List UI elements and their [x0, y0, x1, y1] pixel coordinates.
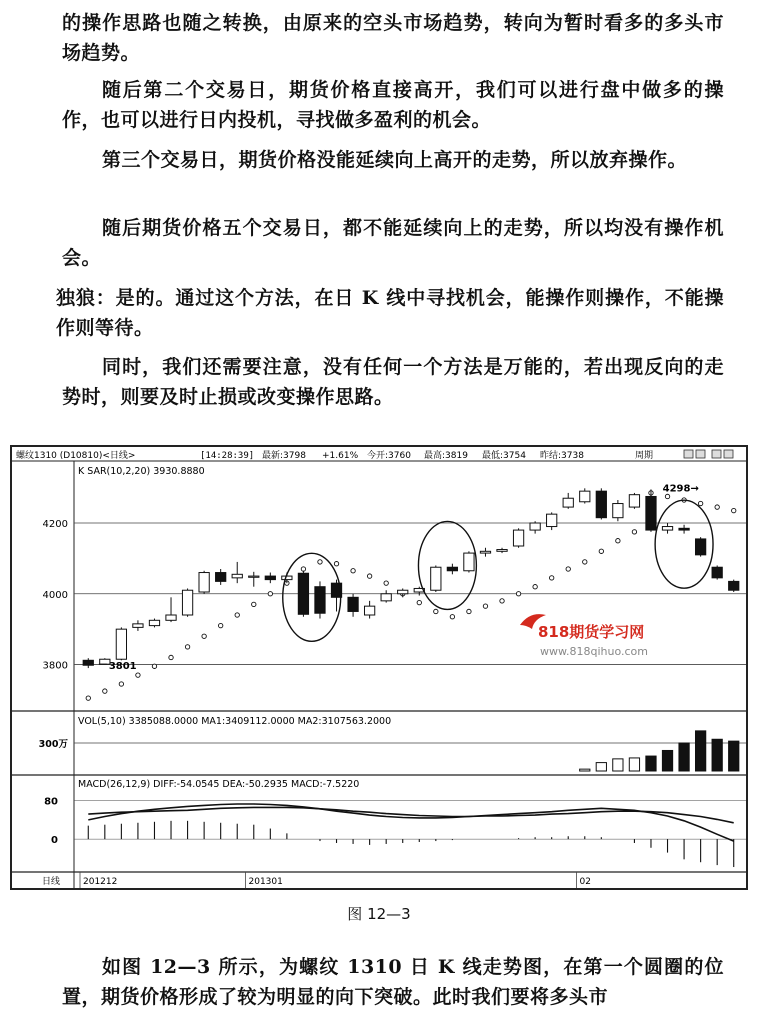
candlestick: [447, 564, 457, 575]
sar-dot: [252, 602, 256, 606]
candlestick: [249, 572, 259, 587]
candlestick: [116, 627, 126, 660]
candlestick: [83, 658, 93, 668]
price-tick-label: 4000: [42, 589, 68, 601]
price-annotation: 3801: [108, 661, 137, 673]
x-axis-label: 日线: [42, 877, 61, 887]
candlestick: [381, 590, 391, 602]
candle-body: [646, 496, 656, 530]
candlestick: [182, 588, 192, 616]
candle-body: [513, 530, 523, 546]
candle-body: [398, 590, 408, 594]
volume-bar: [629, 758, 639, 771]
candle-body: [232, 574, 242, 578]
sar-dot: [434, 609, 438, 613]
candle-body: [712, 567, 722, 578]
candle-body: [182, 590, 192, 615]
candlestick: [431, 565, 441, 592]
candlestick: [265, 573, 275, 584]
chart-low: 最低:3754: [482, 451, 526, 461]
candle-body: [729, 581, 739, 590]
candlestick: [464, 551, 474, 572]
x-tick-label: 02: [579, 877, 591, 887]
sar-dot: [616, 538, 620, 542]
x-tick-label: 201301: [248, 877, 283, 887]
sar-dot: [549, 576, 553, 580]
candlestick: [712, 565, 722, 579]
chart-change: +1.61%: [322, 451, 359, 461]
candle-body: [298, 573, 308, 614]
candle-body: [580, 491, 590, 502]
sar-dot: [500, 599, 504, 603]
sar-dot: [450, 615, 454, 619]
candlestick: [547, 512, 557, 530]
sar-dot: [467, 609, 471, 613]
candle-body: [596, 491, 606, 518]
candle-body: [695, 539, 705, 555]
candlestick: [662, 523, 672, 534]
paragraph-2: 随后第二个交易日，期货价格直接高开，我们可以进行盘中做多的操作，也可以进行日内投机，寻找做多盈利的机会。: [62, 79, 724, 131]
sar-dot: [301, 567, 305, 571]
sar-dot: [169, 655, 173, 659]
chart-symbol: 螺纹1310 (D10810)<日线>: [16, 451, 136, 461]
candle-body: [497, 550, 507, 552]
sar-dot: [235, 613, 239, 617]
volume-bar: [695, 731, 705, 771]
sar-dot: [599, 549, 603, 553]
volume-bar: [662, 750, 672, 771]
candle-body: [116, 629, 126, 659]
candlestick: [629, 493, 639, 509]
candle-body: [547, 514, 557, 526]
chart-time: [14:28:39]: [200, 451, 255, 461]
sar-dot: [483, 604, 487, 608]
candle-body: [662, 527, 672, 531]
candlestick: [398, 588, 408, 597]
candlestick: [563, 493, 573, 509]
sar-dot: [152, 664, 156, 668]
candlestick: [216, 569, 226, 585]
candlestick: [315, 581, 325, 618]
watermark-url: www.818qihuo.com: [540, 645, 648, 658]
volume-bar: [679, 743, 689, 771]
chart-nav-right-icon[interactable]: [696, 450, 705, 458]
paragraph-5-text: 是的。通过这个方法，在日 K 线中寻找机会，能操作则操作，不能操作则等待。: [56, 287, 724, 339]
sar-dot: [533, 584, 537, 588]
sar-dot: [732, 508, 736, 512]
candle-body: [315, 587, 325, 614]
candlestick: [348, 594, 358, 617]
macd-tick-label: 80: [44, 796, 58, 808]
candlestick: [530, 521, 540, 533]
volume-bar: [580, 769, 590, 771]
candle-body: [447, 567, 457, 571]
candle-body: [166, 615, 176, 620]
volume-panel-title: VOL(5,10) 3385088.0000 MA1:3409112.0000 MA2:3107563.2000: [78, 716, 392, 727]
candle-body: [464, 553, 474, 571]
candlestick: [729, 580, 739, 592]
candle-body: [265, 576, 275, 580]
macd-dea-line: [88, 807, 733, 822]
sar-dot: [583, 560, 587, 564]
sar-dot: [202, 634, 206, 638]
candle-body: [613, 504, 623, 518]
chart-nav-left-icon[interactable]: [684, 450, 693, 458]
sar-dot: [103, 689, 107, 693]
candlestick: [580, 488, 590, 503]
candle-body: [249, 576, 259, 577]
candle-body: [282, 576, 292, 580]
paragraph-5: [56, 283, 724, 343]
candlestick: [199, 571, 209, 594]
price-annotation: 4298→: [662, 483, 699, 495]
sar-dot: [715, 505, 719, 509]
volume-bar: [729, 741, 739, 771]
paragraph-7: 如图 12—3 所示，为螺纹 1310 日 K 线走势图，在第一个圆圈的位置，期货价格形成了较为明显的向下突破。此时我们要将多头市: [62, 956, 724, 1008]
sar-dot: [698, 501, 702, 505]
sar-dot: [516, 592, 520, 596]
candle-body: [563, 498, 573, 507]
candlestick: [364, 601, 374, 619]
candle-body: [348, 597, 358, 611]
volume-tick-label: 300万: [38, 739, 68, 750]
volume-bar: [613, 759, 623, 771]
sar-dot: [665, 494, 669, 498]
chart-close-icon[interactable]: [724, 450, 733, 458]
candlestick: [613, 500, 623, 521]
paragraph-6: 同时，我们还需要注意，没有任何一个方法是万能的，若出现反向的走势时，则要及时止损或改变操作思路。: [62, 356, 724, 408]
candlestick: [695, 537, 705, 556]
sar-dot: [318, 560, 322, 564]
candle-body: [199, 573, 209, 592]
candle-body: [480, 551, 490, 553]
kline-chart-svg: [12, 447, 746, 888]
paragraph-4: 随后期货价格五个交易日，都不能延续向上的走势，所以均没有操作机会。: [62, 217, 724, 269]
chart-minimize-icon[interactable]: [712, 450, 721, 458]
chart-open: 今开:3760: [367, 451, 411, 461]
volume-bar: [712, 739, 722, 771]
watermark-brand: 818期货学习网: [538, 623, 645, 641]
candle-body: [431, 567, 441, 590]
chart-latest: 最新:3798: [262, 451, 306, 461]
candlestick: [497, 548, 507, 553]
volume-bar: [646, 756, 656, 771]
sar-dot: [566, 567, 570, 571]
candle-body: [216, 573, 226, 582]
candle-body: [83, 660, 93, 665]
volume-bar: [596, 763, 606, 771]
candle-body: [530, 523, 540, 530]
chart-high: 最高:3819: [424, 451, 468, 461]
paragraph-1: 的操作思路也随之转换，由原来的空头市场趋势，转向为暂时看多的多头市场趋势。: [62, 12, 724, 64]
macd-tick-label: 0: [51, 835, 58, 847]
sar-dot: [119, 682, 123, 686]
x-tick-label: 201212: [83, 877, 118, 887]
candle-body: [629, 495, 639, 507]
sar-dot: [86, 696, 90, 700]
candlestick: [232, 562, 242, 583]
candle-body: [149, 620, 159, 625]
candle-body: [133, 624, 143, 628]
chart-period: 周期: [635, 451, 654, 461]
candlestick: [133, 620, 143, 631]
candlestick: [679, 525, 689, 534]
paragraph-3: 第三个交易日，期货价格没能延续向上高开的走势，所以放弃操作。: [102, 149, 688, 171]
candlestick: [596, 488, 606, 519]
sar-dot: [384, 581, 388, 585]
candlestick: [298, 571, 308, 617]
candlestick: [513, 528, 523, 547]
kline-chart: [10, 445, 748, 890]
figure-caption: 图 12—3: [347, 905, 411, 923]
price-panel-title: K SAR(10,2,20) 3930.8880: [78, 466, 205, 477]
candlestick: [166, 597, 176, 622]
sar-dot: [351, 569, 355, 573]
sar-dot: [268, 592, 272, 596]
sar-dot: [185, 645, 189, 649]
macd-panel-title: MACD(26,12,9) DIFF:-54.0545 DEA:-50.2935 MACD:-7.5220: [78, 779, 360, 790]
candlestick: [149, 619, 159, 628]
sar-dot: [417, 600, 421, 604]
candlestick: [646, 489, 656, 531]
candle-body: [679, 528, 689, 530]
candle-body: [364, 606, 374, 615]
sar-dot: [136, 673, 140, 677]
price-tick-label: 3800: [42, 660, 68, 672]
sar-dot: [218, 623, 222, 627]
candle-body: [381, 594, 391, 601]
speaker-label: 独狼：: [56, 287, 116, 309]
sar-dot: [367, 574, 371, 578]
sar-dot: [632, 530, 636, 534]
candlestick: [480, 548, 490, 557]
sar-dot: [334, 561, 338, 565]
chart-prev: 昨结:3738: [540, 451, 584, 461]
price-tick-label: 4200: [42, 519, 68, 530]
watermark: [520, 614, 648, 658]
